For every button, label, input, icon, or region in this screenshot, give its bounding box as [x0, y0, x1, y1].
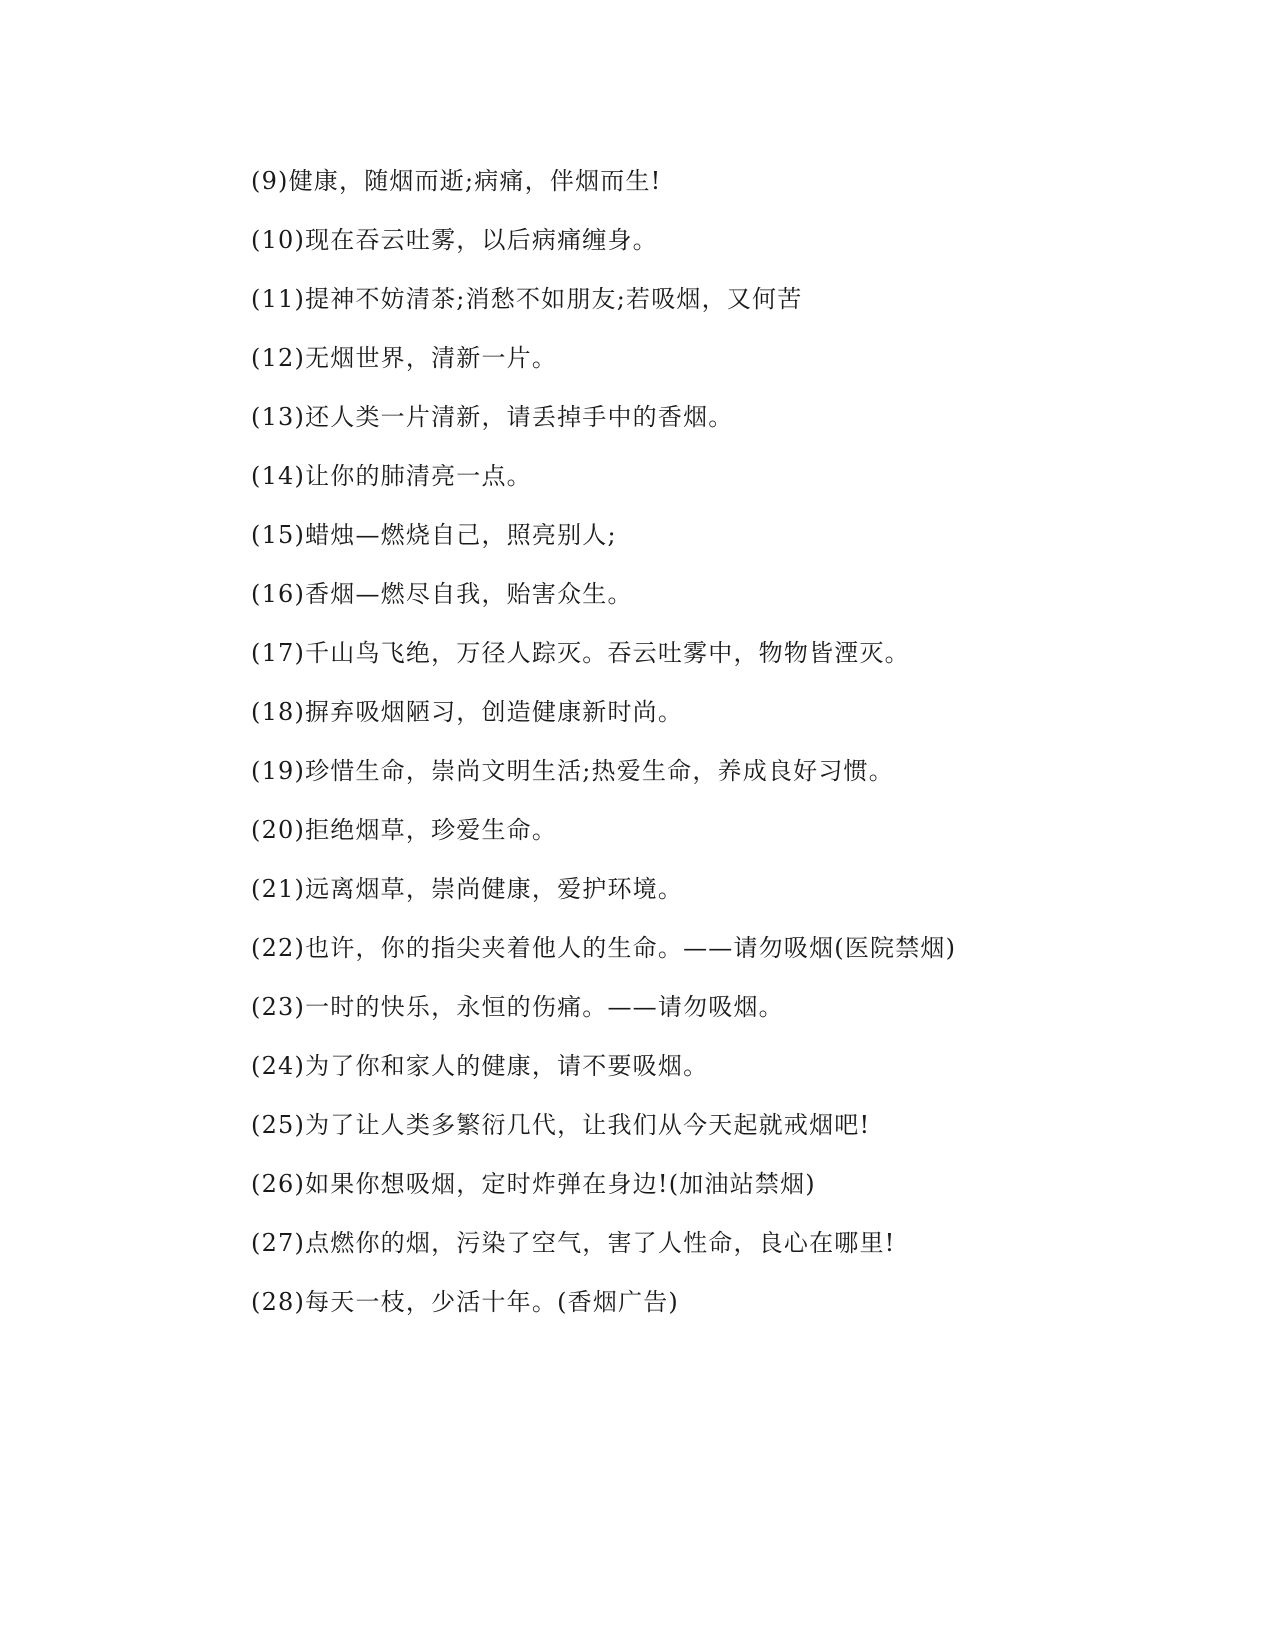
- slogan-line: (13)还人类一片清新，请丢掉手中的香烟。: [251, 403, 734, 431]
- slogan-line: (22)也许，你的指尖夹着他人的生命。——请勿吸烟(医院禁烟): [251, 934, 957, 962]
- slogan-line: (10)现在吞云吐雾，以后病痛缠身。: [251, 226, 658, 254]
- slogan-line: (21)远离烟草，崇尚健康，爱护环境。: [251, 875, 684, 903]
- slogan-line: (28)每天一枝，少活十年。(香烟广告): [251, 1288, 679, 1316]
- slogan-line: (16)香烟—燃尽自我，贻害众生。: [251, 580, 633, 608]
- slogan-line: (23)一时的快乐，永恒的伤痛。——请勿吸烟。: [251, 993, 784, 1021]
- slogan-line: (20)拒绝烟草，珍爱生命。: [251, 816, 558, 844]
- slogan-list: [251, 163, 1211, 1343]
- slogan-line: (26)如果你想吸烟，定时炸弹在身边!(加油站禁烟): [251, 1170, 816, 1198]
- slogan-line: (19)珍惜生命，崇尚文明生活;热爱生命，养成良好习惯。: [251, 757, 894, 785]
- slogan-line: (27)点燃你的烟，污染了空气，害了人性命，良心在哪里!: [251, 1229, 896, 1257]
- slogan-line: (25)为了让人类多繁衍几代，让我们从今天起就戒烟吧!: [251, 1111, 871, 1139]
- slogan-line: (15)蜡烛—燃烧自己，照亮别人;: [251, 521, 617, 549]
- slogan-line: (14)让你的肺清亮一点。: [251, 462, 532, 490]
- slogan-line: (9)健康，随烟而逝;病痛，伴烟而生!: [251, 167, 662, 195]
- slogan-line: (17)千山鸟飞绝，万径人踪灭。吞云吐雾中，物物皆湮灭。: [251, 639, 910, 667]
- slogan-line: (18)摒弃吸烟陋习，创造健康新时尚。: [251, 698, 684, 726]
- slogan-line: (11)提神不妨清茶;消愁不如朋友;若吸烟，又何苦: [251, 285, 803, 313]
- slogan-line: (12)无烟世界，清新一片。: [251, 344, 558, 372]
- slogan-line: (24)为了你和家人的健康，请不要吸烟。: [251, 1052, 709, 1080]
